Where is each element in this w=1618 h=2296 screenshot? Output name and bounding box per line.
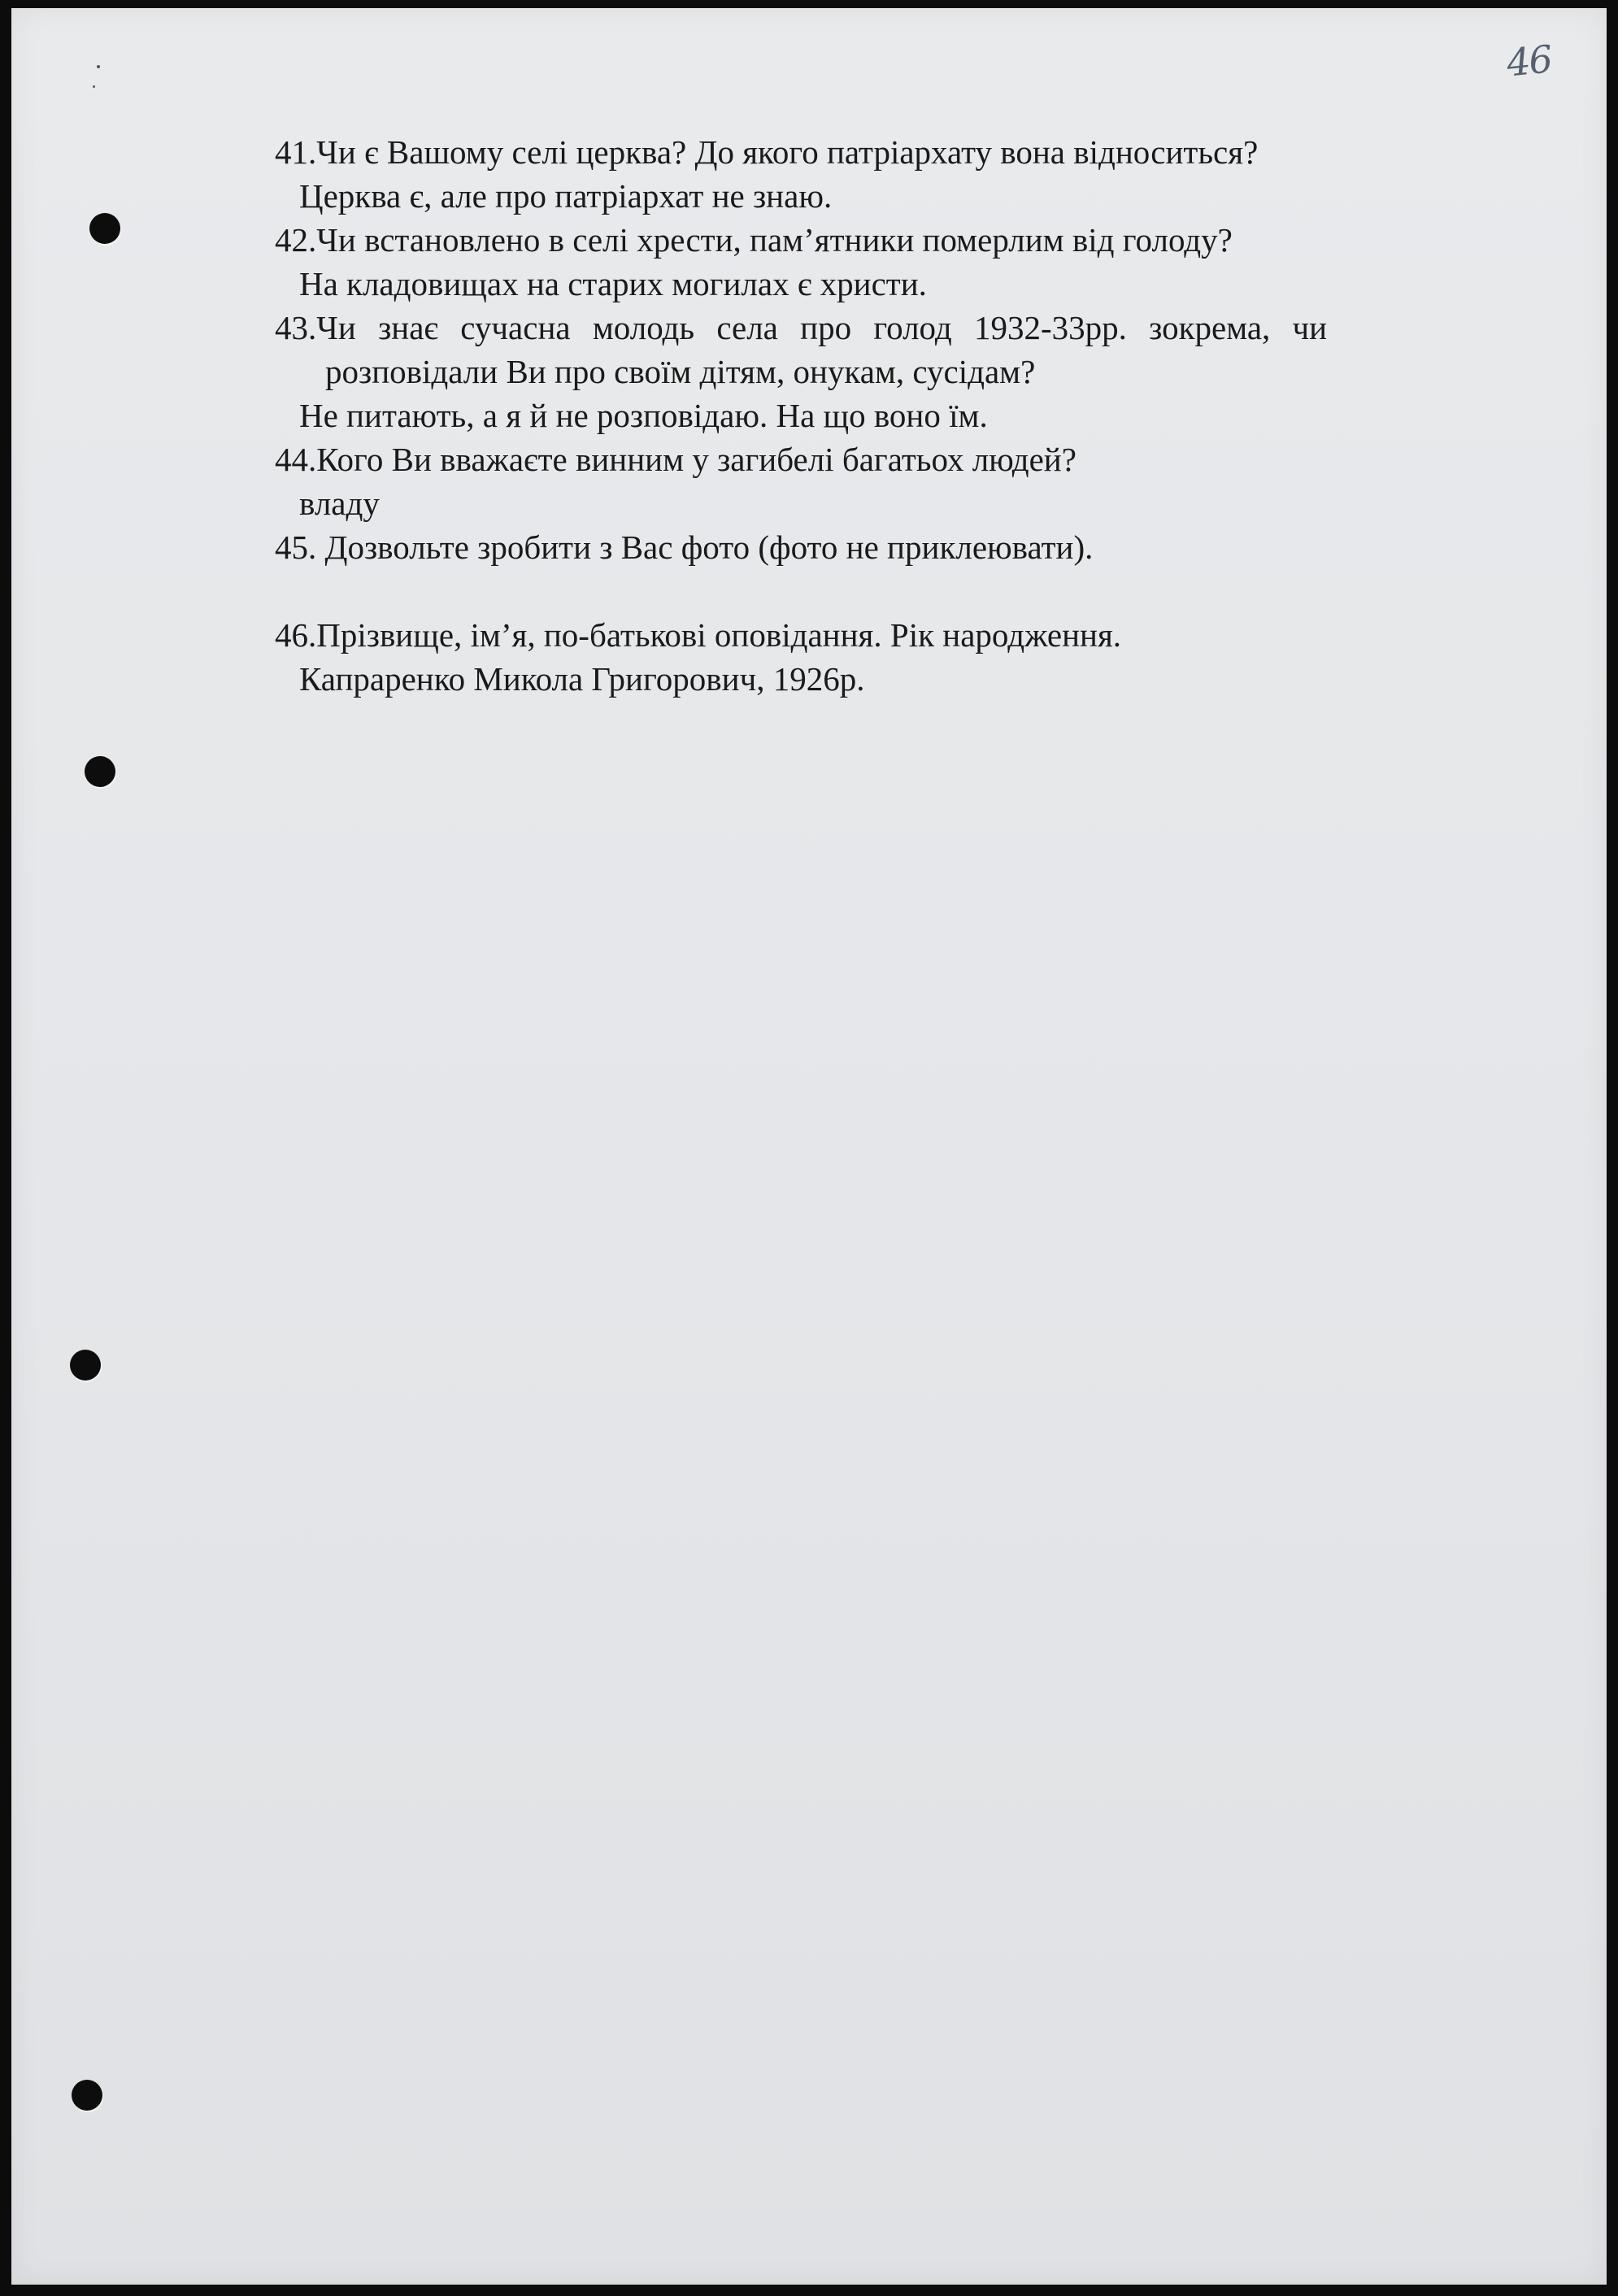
question-block-42 bbox=[275, 218, 1519, 306]
question-41: 41.Чи є Вашому селі церква? До якого патріархату вона відноситься? bbox=[275, 133, 1259, 171]
question-46: 46.Прізвище, ім’я, по-батькові оповідання. Рік народження. bbox=[275, 616, 1122, 654]
punch-hole-2 bbox=[85, 756, 115, 787]
question-block-46 bbox=[275, 613, 1519, 701]
question-43: 43.Чи знає сучасна молодь села про голод 1932-33рр. зокрема, чи bbox=[275, 309, 1328, 346]
questionnaire-content bbox=[275, 130, 1519, 701]
punch-hole-1 bbox=[89, 213, 120, 244]
document-page bbox=[11, 8, 1607, 2285]
question-43-continuation: розповідали Ви про своїм дітям, онукам, сусідам? bbox=[325, 353, 1036, 390]
punch-hole-4 bbox=[72, 2080, 102, 2111]
question-42: 42.Чи встановлено в селі хрести, пам’ятники померлим від голоду? bbox=[275, 221, 1233, 259]
question-block-43 bbox=[275, 306, 1519, 437]
scan-speck bbox=[97, 65, 100, 68]
answer-43: Не питають, а я й не розповідаю. На що воно їм. bbox=[299, 397, 988, 434]
question-block-45 bbox=[275, 525, 1519, 569]
handwritten-page-number: 46 bbox=[1504, 37, 1554, 85]
answer-41: Церква є, але про патріархат не знаю. bbox=[299, 177, 833, 215]
scan-speck bbox=[93, 85, 95, 88]
question-block-41 bbox=[275, 130, 1519, 218]
answer-42: На кладовищах на старих могилах є христи. bbox=[299, 265, 927, 302]
spacer bbox=[275, 569, 1519, 613]
answer-46: Капраренко Микола Григорович, 1926р. bbox=[299, 660, 865, 698]
question-44: 44.Кого Ви вважаєте винним у загибелі багатьох людей? bbox=[275, 441, 1076, 478]
punch-hole-3 bbox=[70, 1350, 101, 1381]
answer-44: владу bbox=[299, 485, 380, 522]
question-block-44 bbox=[275, 437, 1519, 525]
question-45: 45. Дозвольте зробити з Вас фото (фото не приклеювати). bbox=[275, 528, 1094, 566]
